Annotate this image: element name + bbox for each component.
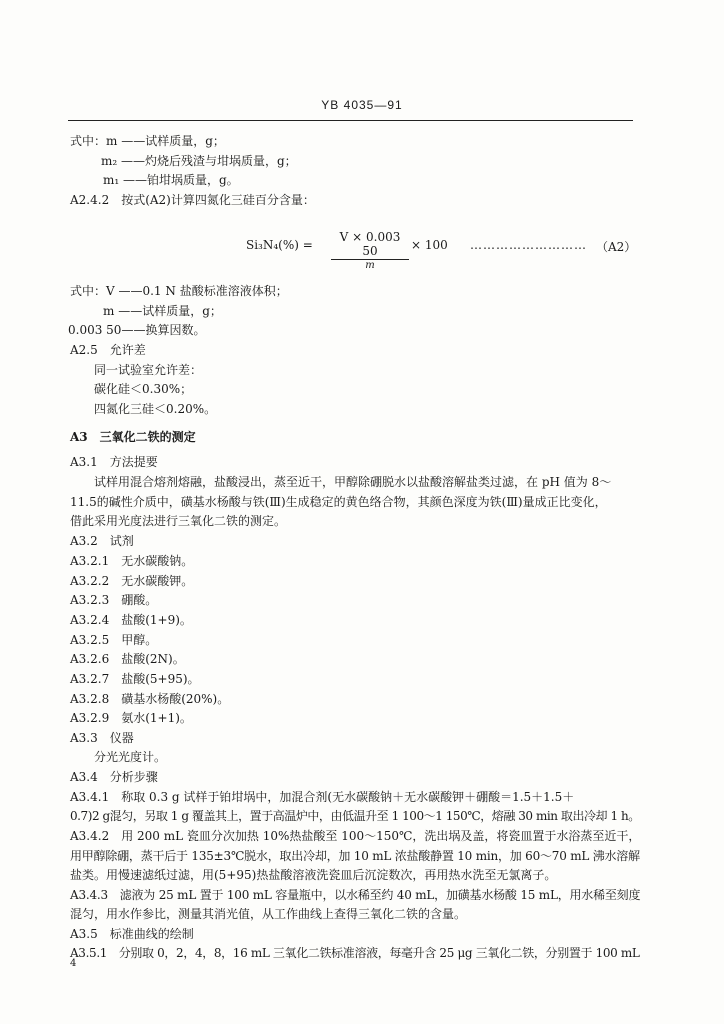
text-line: 同一试验室允许差： [94,363,203,377]
section-title: A3 三氧化二铁的测定 [70,430,196,444]
section-heading: A3.4 分析步骤 [70,770,158,784]
list-item: A3.2.1 无水碳酸钠。 [70,554,194,568]
list-item: A3.2.6 盐酸(2N)。 [70,652,185,666]
text-line: A3.5.1 分别取 0，2，4，8，16 mL 三氧化二铁标准溶液，每毫升含 25 μg 三氧化二铁，分别置于 100 mL [70,946,640,960]
text-line: 式中：V ——0.1 N 盐酸标准溶液体积； [70,284,288,298]
section-heading: A3.2 试剂 [70,534,134,548]
section-heading: A3.5 标准曲线的绘制 [70,927,194,941]
text-line: 混匀，用水作参比，测量其消光值，从工作曲线上查得三氧化二铁的含量。 [70,907,467,921]
list-item: A3.2.7 盐酸(5+95)。 [70,672,200,686]
list-item: A3.2.4 盐酸(1+9)。 [70,613,192,627]
text-line: A3.4.1 称取 0.3 g 试样于铂坩埚中，加混合剂(无水碳酸钠＋无水碳酸钾＋硼酸＝1.5＋1.5＋ [70,790,575,804]
text-line: A3.4.3 滤液为 25 mL 置于 100 mL 容量瓶中，以水稀至约 40 mL，加磺基水杨酸 15 mL，用水稀至刻度 [70,888,641,902]
text-line: 用甲醇除硼，蒸干后于 135±3℃脱水，取出冷却，加 10 mL 浓盐酸静置 10 min，加 60～70 mL 沸水溶解 [70,849,640,863]
text-line: 四氮化三硅＜0.20%。 [94,402,217,416]
list-item: A3.2.5 甲醇。 [70,633,158,647]
formula-dots: ……………………… [470,238,587,252]
formula-numerator: V × 0.003 50 [331,230,409,260]
formula-fraction [331,230,409,271]
list-item: A3.2.8 磺基水杨酸(20%)。 [70,692,230,706]
text-line: 盐类。用慢速滤纸过滤，用(5+95)热盐酸溶液洗瓷皿后沉淀数次，再用热水洗至无氯离子。 [70,868,557,882]
text-line: 借此采用光度法进行三氧化二铁的测定。 [70,514,287,528]
text-line: 11.5的碱性介质中，磺基水杨酸与铁(Ⅲ)生成稳定的黄色络合物，其颜色深度为铁(Ⅲ)量成正比变化， [70,495,607,509]
text-line: 分光光度计。 [94,750,167,764]
formula-tag: （A2） [596,240,637,254]
text-line: A3.4.2 用 200 mL 瓷皿分次加热 10%热盐酸至 100～150℃，洗出埚及盖，将瓷皿置于水浴蒸至近干， [70,829,641,843]
text-line: 0.7)2 g混匀，另取 1 g 覆盖其上，置于高温炉中，由低温升至 1 100～1 150℃，熔融 30 min 取出冷却 1 h。 [70,809,640,823]
page-header: YB 4035—91 [321,98,403,112]
section-heading: A2.5 允许差 [70,343,146,357]
list-item: A3.2.2 无水碳酸钾。 [70,574,194,588]
text-line: A2.4.2 按式(A2)计算四氮化三硅百分含量： [70,193,315,207]
formula-denominator: m [365,260,375,271]
text-line: 0.003 50——换算因数。 [68,323,206,337]
list-item: A3.2.9 氨水(1+1)。 [70,711,192,725]
text-line: 碳化硅＜0.30%； [94,382,193,396]
text-line: m₁ ——铂坩埚质量，g。 [103,173,239,187]
formula-tail: × 100 [411,238,448,252]
page-number: 4 [70,958,77,969]
list-item: A3.2.3 硼酸。 [70,593,158,607]
text-line: m ——试样质量，g； [103,304,222,318]
section-heading: A3.3 仪器 [70,731,134,745]
text-line: m₂ ——灼烧后残渣与坩埚质量，g； [101,154,297,168]
text-line: 式中：m ——试样质量，g； [70,134,225,148]
header-rule [68,120,633,121]
formula-lhs: Si₃N₄(%) = [246,238,313,252]
formula-a2 [246,230,646,270]
section-heading: A3.1 方法提要 [70,455,158,469]
text-line: 试样用混合熔剂熔融，盐酸浸出，蒸至近干，甲醇除硼脱水以盐酸溶解盐类过滤，在 pH 值为 8～ [94,475,612,489]
